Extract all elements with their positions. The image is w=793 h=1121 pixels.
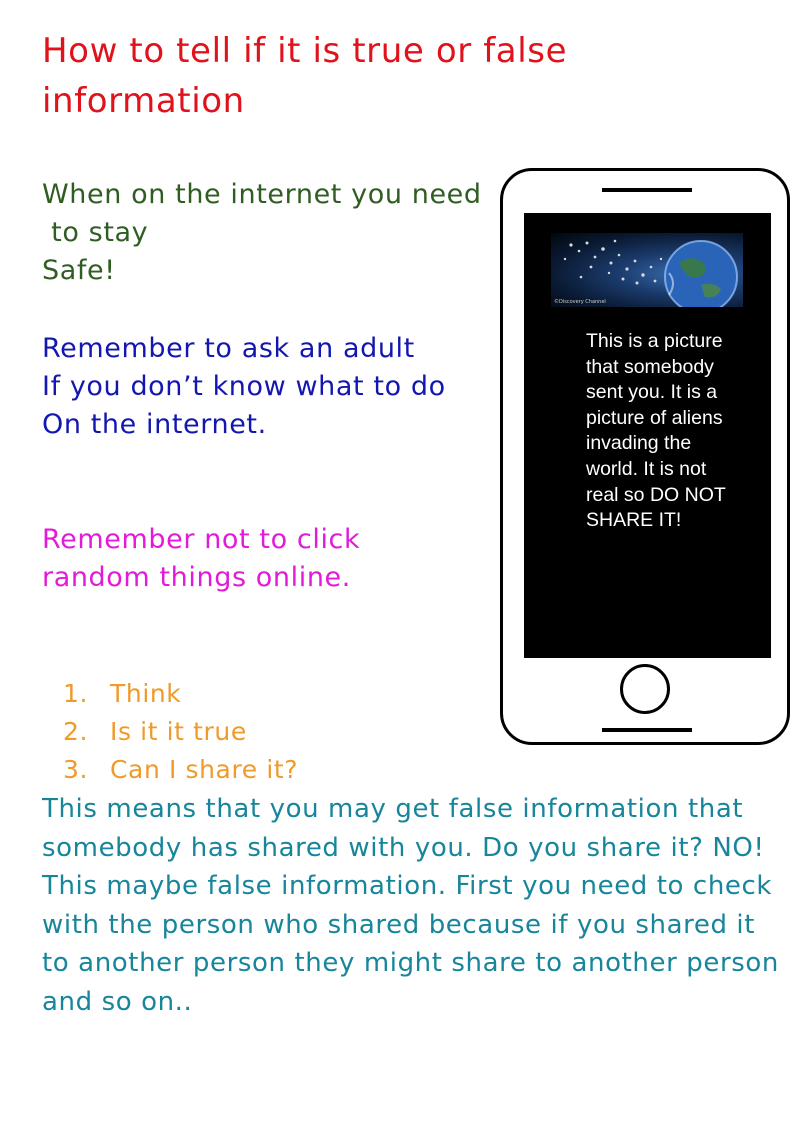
step-item: [42, 713, 462, 751]
no-click-line: random things online.: [42, 562, 351, 593]
step-item: [42, 751, 462, 789]
ask-adult-line: On the internet.: [42, 409, 267, 440]
safety-message: [42, 176, 512, 290]
phone-illustration: [500, 168, 790, 745]
ask-adult-message: [42, 330, 502, 444]
screen-message: This is a picture that somebody sent you. It is a picture of aliens invading the world. It is not real so DO NOT SHARE IT!: [586, 330, 726, 532]
safety-line: When on the internet you need: [42, 179, 482, 210]
alien-invasion-picture: [551, 233, 743, 307]
ask-adult-line: If you don’t know what to do: [42, 371, 446, 402]
safety-line: Safe!: [42, 255, 116, 286]
earth-and-spaceships-icon: [551, 233, 743, 307]
step-text: Is it it true: [110, 717, 247, 746]
steps-list: [42, 675, 462, 789]
explanation-paragraph: This means that you may get false information that somebody has shared with you. Do you share it? NO! This maybe false information. First you need to check with the person who shared because if you shared it to another person they might share to another person and so on..: [42, 794, 779, 1017]
step-number: 1.: [62, 679, 88, 708]
step-item: [42, 675, 462, 713]
step-text: Can I share it?: [110, 755, 299, 784]
step-number: 3.: [62, 755, 88, 784]
phone-screen: [524, 213, 771, 658]
safety-line: to stay: [42, 217, 149, 248]
no-random-clicks-message: [42, 521, 482, 597]
phone-bottom-bar: [602, 728, 692, 732]
step-number: 2.: [62, 717, 88, 746]
page-title: How to tell if it is true or false information: [42, 31, 568, 121]
phone-speaker: [602, 188, 692, 192]
picture-credit: ©Discovery Channel: [554, 299, 606, 305]
step-text: Think: [110, 679, 182, 708]
no-click-line: Remember not to click: [42, 524, 361, 555]
ask-adult-line: Remember to ask an adult: [42, 333, 415, 364]
home-button: [620, 664, 670, 714]
